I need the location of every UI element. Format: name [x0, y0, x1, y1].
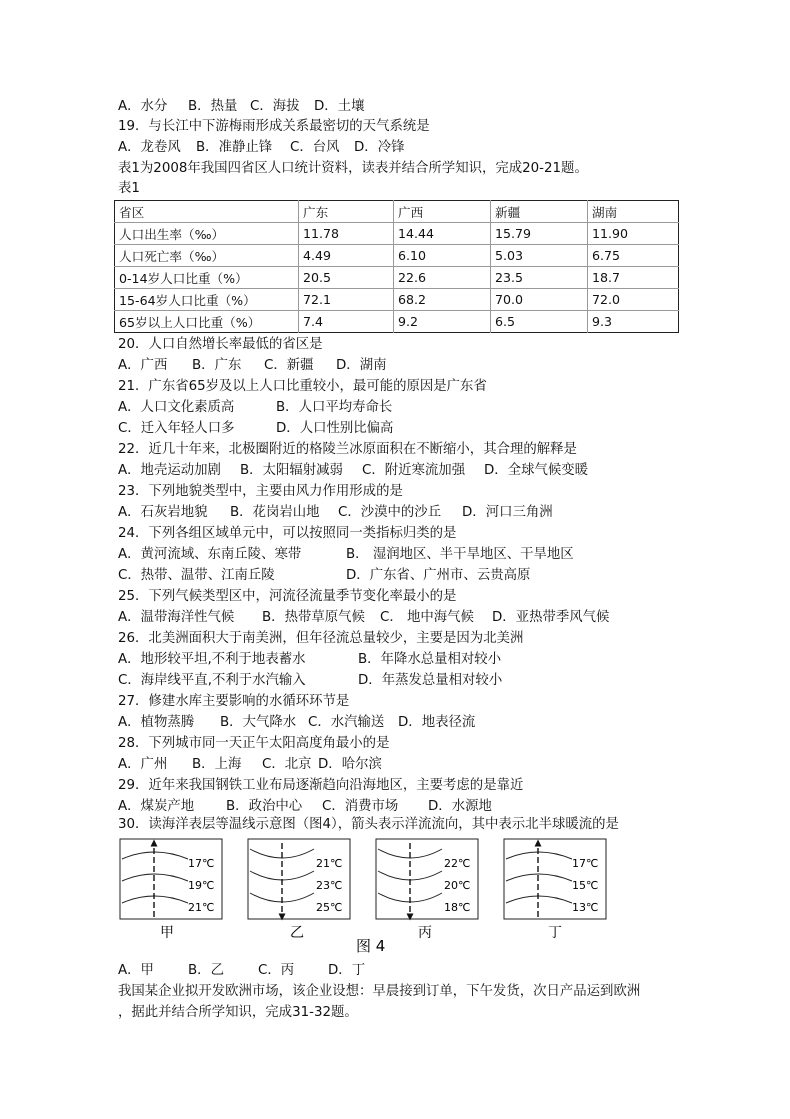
q18-option-b: B．热量: [188, 99, 238, 114]
q29-stem: 29．近年来我国钢铁工业布局逐渐趋向沿海地区，主要考虑的是靠近: [118, 778, 524, 793]
panel-label: 乙: [290, 925, 304, 941]
q23-option-d: D．河口三角洲: [462, 505, 553, 520]
q19-option-c: C．台风: [290, 140, 340, 155]
q18-option-c: C．海拔: [250, 99, 300, 114]
q26-option-c: C．海岸线平直,不利于水汽输入: [118, 673, 306, 688]
figure-caption: 图 4: [356, 937, 386, 955]
table-row: [115, 311, 679, 333]
q22-stem: 22．近几十年来，北极圈附近的格陵兰冰原面积在不断缩小，其合理的解释是: [118, 442, 577, 457]
isotherm-label: 18℃: [444, 901, 471, 914]
q23-option-a: A．石灰岩地貌: [118, 505, 208, 520]
table-cell: 人口出生率（‰）: [115, 223, 299, 245]
table-header-cell: 广西: [394, 201, 491, 223]
table-row: [115, 289, 679, 311]
table-cell: 人口死亡率（‰）: [115, 245, 299, 267]
q21-option-a: A．人口文化素质高: [118, 400, 235, 415]
table-cell: 22.6: [394, 267, 491, 289]
q28-option-d: D．哈尔滨: [318, 757, 382, 772]
q28-option-b: B．上海: [192, 757, 242, 772]
table-header-cell: 广东: [299, 201, 394, 223]
table-header-cell: 省区: [115, 201, 299, 223]
q24-stem: 24．下列各组区域单元中，可以按照同一类指标归类的是: [118, 526, 457, 541]
table-cell: 6.10: [394, 245, 491, 267]
q21-stem: 21．广东省65岁及以上人口比重较小，最可能的原因是广东省: [118, 379, 487, 394]
q26-option-d: D．年蒸发总量相对较小: [358, 673, 503, 688]
table-cell: 72.0: [588, 289, 679, 311]
isotherm-label: 22℃: [444, 857, 471, 870]
q30-option-a: A．甲: [118, 963, 154, 978]
panel-label: 丁: [548, 925, 562, 941]
q29-option-d: D．水源地: [428, 799, 492, 814]
panel-jia: [120, 839, 222, 941]
table-cell: 70.0: [491, 289, 588, 311]
table-cell: 6.75: [588, 245, 679, 267]
q25-option-d: D．亚热带季风气候: [492, 610, 610, 625]
isotherm-label: 23℃: [316, 879, 343, 892]
isotherm-label: 17℃: [572, 857, 599, 870]
table-cell: 11.90: [588, 223, 679, 245]
q24-option-a: A．黄河流域、东南丘陵、寒带: [118, 547, 302, 562]
panel-bing: [376, 839, 478, 941]
table-cell: 20.5: [299, 267, 394, 289]
table-row: [115, 245, 679, 267]
table-cell: 0-14岁人口比重（%）: [115, 267, 299, 289]
q20-option-b: B．广东: [192, 358, 242, 373]
q19-stem: 19．与长江中下游梅雨形成关系最密切的天气系统是: [118, 119, 430, 134]
table-header-cell: 新疆: [491, 201, 588, 223]
q23-option-c: C．沙漠中的沙丘: [338, 505, 442, 520]
q19-option-d: D．冷锋: [354, 140, 405, 155]
q25-option-b: B．热带草原气候: [262, 610, 365, 625]
table-cell: 18.7: [588, 267, 679, 289]
q27-option-d: D．地表径流: [398, 715, 476, 730]
q22-option-d: D．全球气候变暖: [484, 463, 589, 478]
isotherm-label: 13℃: [572, 901, 599, 914]
q18-option-a: A．水分: [118, 99, 168, 114]
population-table: [114, 200, 679, 333]
table-cell: 68.2: [394, 289, 491, 311]
q29-option-a: A．煤炭产地: [118, 799, 195, 814]
table-cell: 65岁以上人口比重（%）: [119, 315, 261, 330]
table-cell: 11.78: [299, 223, 394, 245]
isotherm-label: 15℃: [572, 879, 599, 892]
figure-4-isotherm-diagram: [118, 837, 678, 959]
q30-option-b: B．乙: [188, 963, 224, 978]
table-cell: 72.1: [299, 289, 394, 311]
q21-option-b: B．人口平均寿命长: [276, 400, 393, 415]
q23-stem: 23．下列地貌类型中，主要由风力作用形成的是: [118, 484, 403, 499]
table-cell: 9.3: [588, 311, 679, 333]
panel-label: 甲: [160, 925, 174, 941]
table-cell: 4.49: [299, 245, 394, 267]
q29-option-c: C．消费市场: [322, 799, 399, 814]
q22-option-a: A．地壳运动加剧: [118, 463, 221, 478]
panel-ding: [504, 839, 606, 941]
q21-option-c: C．迁入年轻人口多: [118, 421, 235, 436]
table-cell: 15.79: [491, 223, 588, 245]
q27-stem: 27．修建水库主要影响的水循环环节是: [118, 694, 350, 709]
q22-option-b: B．太阳辐射减弱: [240, 463, 343, 478]
table-cell: 23.5: [491, 267, 588, 289]
intro-31-line-1: 我国某企业拟开发欧洲市场，该企业设想：早晨接到订单，下午发货，次日产品运到欧洲: [118, 984, 641, 999]
q24-option-d: D．广东省、广州市、云贵高原: [346, 568, 531, 583]
q20-option-c: C．新疆: [264, 358, 314, 373]
isotherm-label: 25℃: [316, 901, 343, 914]
q28-stem: 28．下列城市同一天正午太阳高度角最小的是: [118, 736, 390, 751]
q26-option-b: B．年降水总量相对较小: [358, 652, 502, 667]
q29-option-b: B．政治中心: [226, 799, 303, 814]
q30-option-d: D．丁: [328, 963, 366, 978]
table-row: [115, 223, 679, 245]
intro-31-line-2: ，据此并结合所学知识，完成31-32题。: [118, 1005, 358, 1020]
q20-option-d: D．湖南: [336, 358, 387, 373]
q27-option-b: B．大气降水: [220, 715, 297, 730]
table-intro: 表1为2008年我国四省区人口统计资料，读表并结合所学知识，完成20-21题。: [118, 161, 588, 176]
q18-option-d: D．土壤: [314, 99, 365, 114]
q22-option-c: C．附近寒流加强: [362, 463, 466, 478]
q27-option-c: C．水汽输送: [308, 715, 385, 730]
q23-option-b: B．花岗岩山地: [230, 505, 320, 520]
isotherm-label: 17℃: [188, 857, 215, 870]
isotherm-label: 21℃: [316, 857, 343, 870]
q30-stem: 30．读海洋表层等温线示意图（图4），箭头表示洋流流向，其中表示北半球暖流的是: [118, 817, 619, 832]
q20-option-a: A．广西: [118, 358, 168, 373]
q25-stem: 25．下列气候类型区中，河流径流量季节变化率最小的是: [118, 589, 457, 604]
q24-option-c: C．热带、温带、江南丘陵: [118, 568, 275, 583]
q25-option-a: A．温带海洋性气候: [118, 610, 235, 625]
q25-option-c: C． 地中海气候: [380, 610, 474, 625]
table-cell: 15-64岁人口比重（%）: [115, 289, 299, 311]
isotherm-label: 19℃: [188, 879, 215, 892]
table-row: [115, 267, 679, 289]
isotherm-label: 21℃: [188, 901, 215, 914]
q27-option-a: A．植物蒸腾: [118, 715, 195, 730]
table-cell: 14.44: [394, 223, 491, 245]
q19-option-a: A．龙卷风: [118, 140, 181, 155]
table-caption: 表1: [118, 181, 140, 196]
table-cell: 7.4: [299, 311, 394, 333]
q24-option-b: B． 湿润地区、半干旱地区、干旱地区: [346, 547, 574, 562]
table-header-row: [115, 201, 679, 223]
panel-label: 丙: [418, 925, 432, 941]
table-header-cell: 湖南: [588, 201, 679, 223]
q28-option-a: A．广州: [118, 757, 168, 772]
panel-yi: [248, 839, 350, 941]
isotherm-label: 20℃: [444, 879, 471, 892]
table-cell: 5.03: [491, 245, 588, 267]
q26-option-a: A．地形较平坦,不利于地表蓄水: [118, 652, 306, 667]
table-cell: 9.2: [394, 311, 491, 333]
q20-stem: 20．人口自然增长率最低的省区是: [118, 337, 323, 352]
table-cell: 6.5: [491, 311, 588, 333]
q19-option-b: B．准静止锋: [196, 140, 273, 155]
q28-option-c: C．北京: [262, 757, 312, 772]
q26-stem: 26．北美洲面积大于南美洲，但年径流总量较少，主要是因为北美洲: [118, 631, 524, 646]
q21-option-d: D．人口性别比偏高: [276, 421, 394, 436]
q30-option-c: C．丙: [258, 963, 295, 978]
